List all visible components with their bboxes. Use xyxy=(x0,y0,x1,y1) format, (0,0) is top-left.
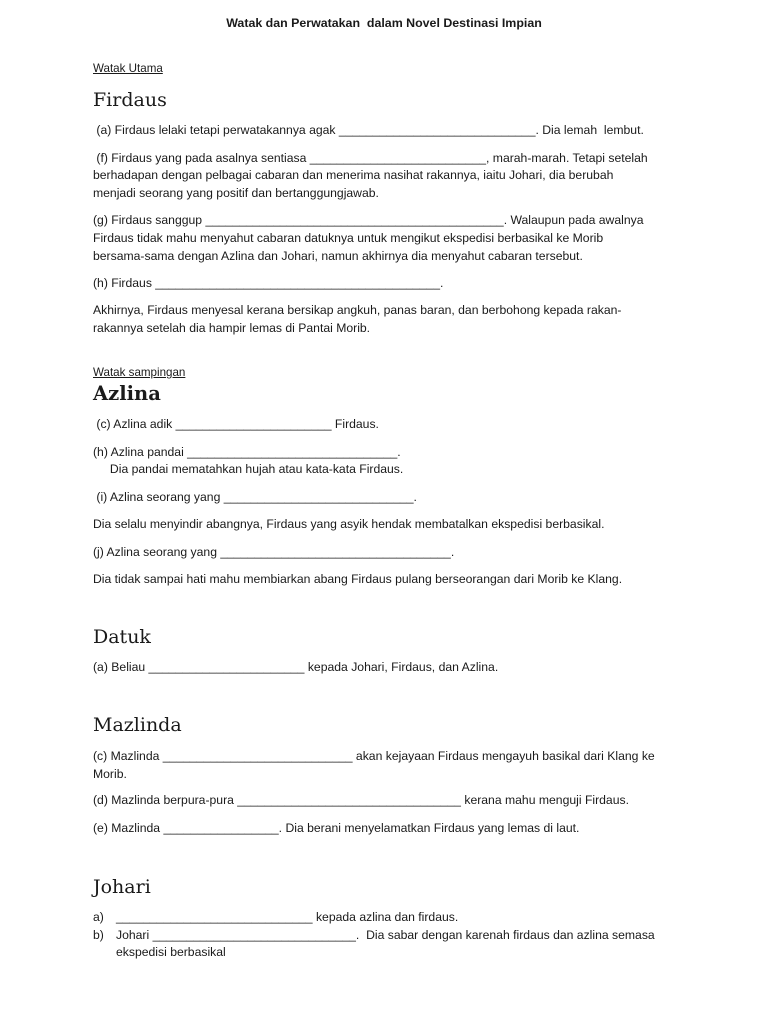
heading-datuk: Datuk xyxy=(93,626,151,648)
page-title: Watak dan Perwatakan dalam Novel Destinasi Impian xyxy=(226,16,542,30)
heading-firdaus: Firdaus xyxy=(93,89,167,111)
firdaus-item-a: (a) Firdaus lelaki tetapi perwatakannya agak _____________________________. Dia lemah lembut. xyxy=(93,123,644,137)
heading-johari: Johari xyxy=(93,876,151,898)
azlina-item-i-note: Dia selalu menyindir abangnya, Firdaus yang asyik hendak membatalkan ekspedisi berbasikal. xyxy=(93,517,605,531)
mazlinda-item-d: (d) Mazlinda berpura-pura _________________________________ kerana mahu menguji Firdaus. xyxy=(93,793,629,807)
firdaus-item-g-line3: bersama-sama dengan Azlina dan Johari, namun akhirnya dia menyahut cabaran tersebut. xyxy=(93,249,583,263)
firdaus-paragraph-line1: Akhirnya, Firdaus menyesal kerana bersikap angkuh, panas baran, dan berbohong kepada rakan- xyxy=(93,303,622,317)
azlina-item-i: (i) Azlina seorang yang ____________________________. xyxy=(93,490,417,504)
azlina-item-j: (j) Azlina seorang yang __________________________________. xyxy=(93,545,455,559)
azlina-item-h-line1: (h) Azlina pandai _______________________________. xyxy=(93,445,401,459)
firdaus-paragraph-line2: rakannya setelah dia hampir lemas di Pantai Morib. xyxy=(93,321,371,335)
firdaus-item-h: (h) Firdaus __________________________________________. xyxy=(93,276,444,290)
johari-item-b-text-line2: ekspedisi berbasikal xyxy=(116,945,226,959)
firdaus-item-g-line2: Firdaus tidak mahu menyahut cabaran datuknya untuk mengikut ekspedisi berbasikal ke Morib xyxy=(93,231,604,245)
mazlinda-item-c-line2: Morib. xyxy=(93,767,127,781)
firdaus-item-f-line2: berhadapan dengan pelbagai cabaran dan menerima nasihat rakannya, iaitu Johari, dia berubah xyxy=(93,168,614,182)
johari-item-a-label: a) xyxy=(93,910,104,924)
johari-item-a-text: _____________________________ kepada azlina dan firdaus. xyxy=(116,910,459,924)
main-character-section-label: Watak Utama xyxy=(93,62,163,75)
mazlinda-item-c-line1: (c) Mazlinda ____________________________ akan kejayaan Firdaus mengayuh basikal dari Klang ke xyxy=(93,749,655,763)
johari-item-b-label: b) xyxy=(93,928,104,942)
firdaus-item-f-line1: (f) Firdaus yang pada asalnya sentiasa __________________________, marah-marah. Tetapi setelah xyxy=(93,151,648,165)
datuk-item-a: (a) Beliau _______________________ kepada Johari, Firdaus, dan Azlina. xyxy=(93,660,499,674)
firdaus-item-f-line3: menjadi seorang yang positif dan bertanggungjawab. xyxy=(93,186,379,200)
firdaus-item-g-line1: (g) Firdaus sanggup ____________________________________________. Walaupun pada awalnya xyxy=(93,213,644,227)
azlina-item-h-line2: Dia pandai mematahkan hujah atau kata-kata Firdaus. xyxy=(93,462,404,476)
mazlinda-item-e: (e) Mazlinda _________________. Dia berani menyelamatkan Firdaus yang lemas di laut. xyxy=(93,821,580,835)
side-character-section-label: Watak sampingan xyxy=(93,366,186,379)
azlina-item-c: (c) Azlina adik _______________________ Firdaus. xyxy=(93,417,379,431)
heading-mazlinda: Mazlinda xyxy=(93,714,182,736)
heading-azlina: Azlina xyxy=(93,382,161,405)
johari-item-b-text: Johari ______________________________. Dia sabar dengan karenah firdaus dan azlina semasa xyxy=(116,928,655,942)
azlina-item-j-note: Dia tidak sampai hati mahu membiarkan abang Firdaus pulang berseorangan dari Morib ke Klang. xyxy=(93,572,623,586)
